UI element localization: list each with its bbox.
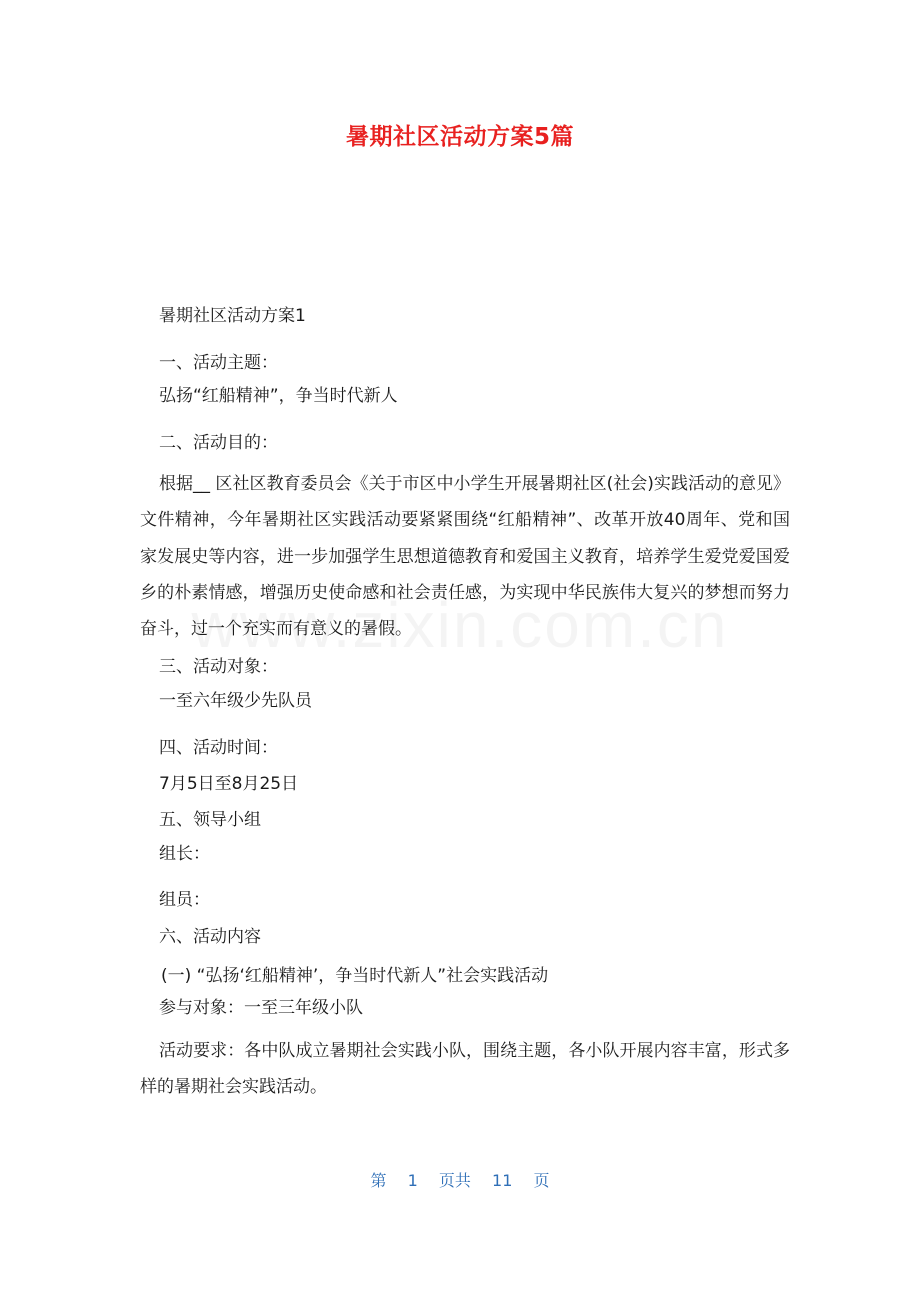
purpose-heading: 二、活动目的： [159, 433, 278, 453]
target-heading: 三、活动对象： [159, 657, 278, 677]
content-heading: 六、活动内容 [159, 927, 261, 947]
time-text: 7月5日至8月25日 [159, 774, 299, 794]
theme-text: 弘扬“红船精神”，争当时代新人 [159, 386, 398, 406]
activity1-title: (一) “弘扬‘红船精神’，争当时代新人”社会实践活动 [161, 966, 549, 986]
purpose-paragraph: 根据__ 区社区教育委员会《关于市区中小学生开展暑期社区(社会)实践活动的意见》文件精神，今年暑期社区实践活动要紧紧围绕“红船精神”、改革开放40周年、党和国家发展史等内容，进一步加强学生思想道德教育和爱国主义教育，培养学生爱党爱国爱乡的朴素情感，增强历史使命感和社会责任感，为实现中华民族伟大复兴的梦想而努力奋斗，过一个充实而有意义的暑假。 [140, 474, 790, 640]
activity1-target: 参与对象：一至三年级小队 [159, 998, 363, 1018]
footer-prefix: 第 [370, 1171, 387, 1190]
target-text: 一至六年级少先队员 [159, 691, 312, 711]
theme-heading: 一、活动主题： [159, 353, 278, 373]
footer-suffix: 页 [533, 1171, 550, 1190]
footer-mid: 页共 [438, 1171, 471, 1190]
leader-label: 组长： [159, 844, 210, 864]
section-subtitle: 暑期社区活动方案1 [159, 306, 306, 326]
leaders-heading: 五、领导小组 [159, 810, 261, 830]
current-page-number: 1 [407, 1171, 418, 1190]
document-title: 暑期社区活动方案5篇 [345, 124, 574, 150]
members-label: 组员： [159, 890, 210, 910]
total-page-number: 11 [492, 1171, 513, 1190]
time-heading: 四、活动时间： [159, 738, 278, 758]
page-footer [0, 1168, 920, 1191]
activity1-requirement: 活动要求：各中队成立暑期社会实践小队，围绕主题，各小队开展内容丰富，形式多样的暑期社会实践活动。 [140, 1041, 790, 1098]
